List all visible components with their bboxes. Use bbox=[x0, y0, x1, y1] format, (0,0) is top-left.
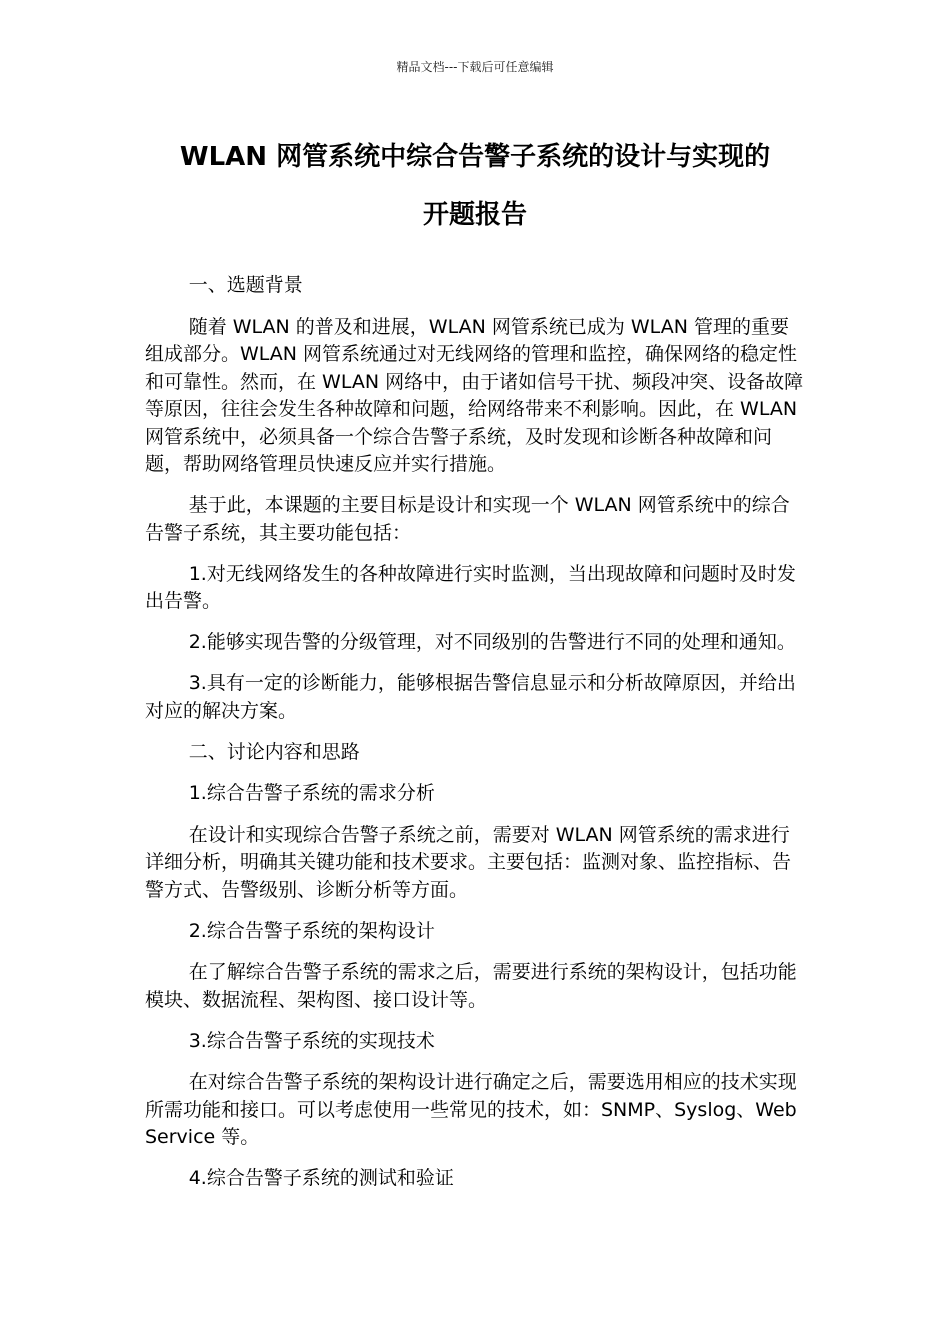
subsection-heading: 3.综合告警子系统的实现技术 bbox=[188, 1029, 435, 1052]
list-item: 3.具有一定的诊断能力，能够根据告警信息显示和分析故障原因，并给出对应的解决方案。 bbox=[145, 672, 796, 722]
list-item: 1.对无线网络发生的各种故障进行实时监测，当出现故障和问题时及时发出告警。 bbox=[145, 562, 796, 612]
paragraph: 在了解综合告警子系统的需求之后，需要进行系统的架构设计，包括功能模块、数据流程、架构图、接口设计等。 bbox=[145, 961, 797, 1011]
section-heading: 一、选题背景 bbox=[188, 274, 303, 296]
document-title-line-2: 开题报告 bbox=[422, 200, 527, 230]
paragraph: 随着 WLAN 的普及和进展，WLAN 网管系统已成为 WLAN 管理的重要组成部分。WLAN 网管系统通过对无线网络的管理和监控，确保网络的稳定性和可靠性。然而，在 WLAN 网络中，由于诸如信号干扰、频段冲突、设备故障等原因，往往会发生各种故障和问题，给网络带来不利影响。因此，在 WLAN 网管系统中，必须具备一个综合告警子系统，及时发现和诊断各种故障和问题，帮助网络管理员快速反应并实行措施。 bbox=[145, 315, 804, 475]
document-title-line-1: WLAN 网管系统中综合告警子系统的设计与实现的 bbox=[179, 142, 771, 172]
document-body bbox=[145, 272, 805, 1207]
subsection-heading: 2.综合告警子系统的架构设计 bbox=[188, 919, 435, 942]
paragraph: 在对综合告警子系统的架构设计进行确定之后，需要选用相应的技术实现所需功能和接口。可以考虑使用一些常见的技术，如：SNMP、Syslog、Web Service 等。 bbox=[145, 1071, 797, 1148]
page-header: 精品文档---下载后可任意编辑 bbox=[396, 60, 554, 74]
list-item: 2.能够实现告警的分级管理，对不同级别的告警进行不同的处理和通知。 bbox=[188, 631, 796, 653]
paragraph: 在设计和实现综合告警子系统之前，需要对 WLAN 网管系统的需求进行详细分析，明确其关键功能和技术要求。主要包括：监测对象、监控指标、告警方式、告警级别、诊断分析等方面。 bbox=[145, 823, 792, 901]
paragraph: 基于此，本课题的主要目标是设计和实现一个 WLAN 网管系统中的综合告警子系统，其主要功能包括： bbox=[145, 494, 790, 544]
subsection-heading: 1.综合告警子系统的需求分析 bbox=[188, 782, 435, 804]
section-heading: 二、讨论内容和思路 bbox=[188, 740, 360, 763]
subsection-heading: 4.综合告警子系统的测试和验证 bbox=[188, 1167, 454, 1189]
